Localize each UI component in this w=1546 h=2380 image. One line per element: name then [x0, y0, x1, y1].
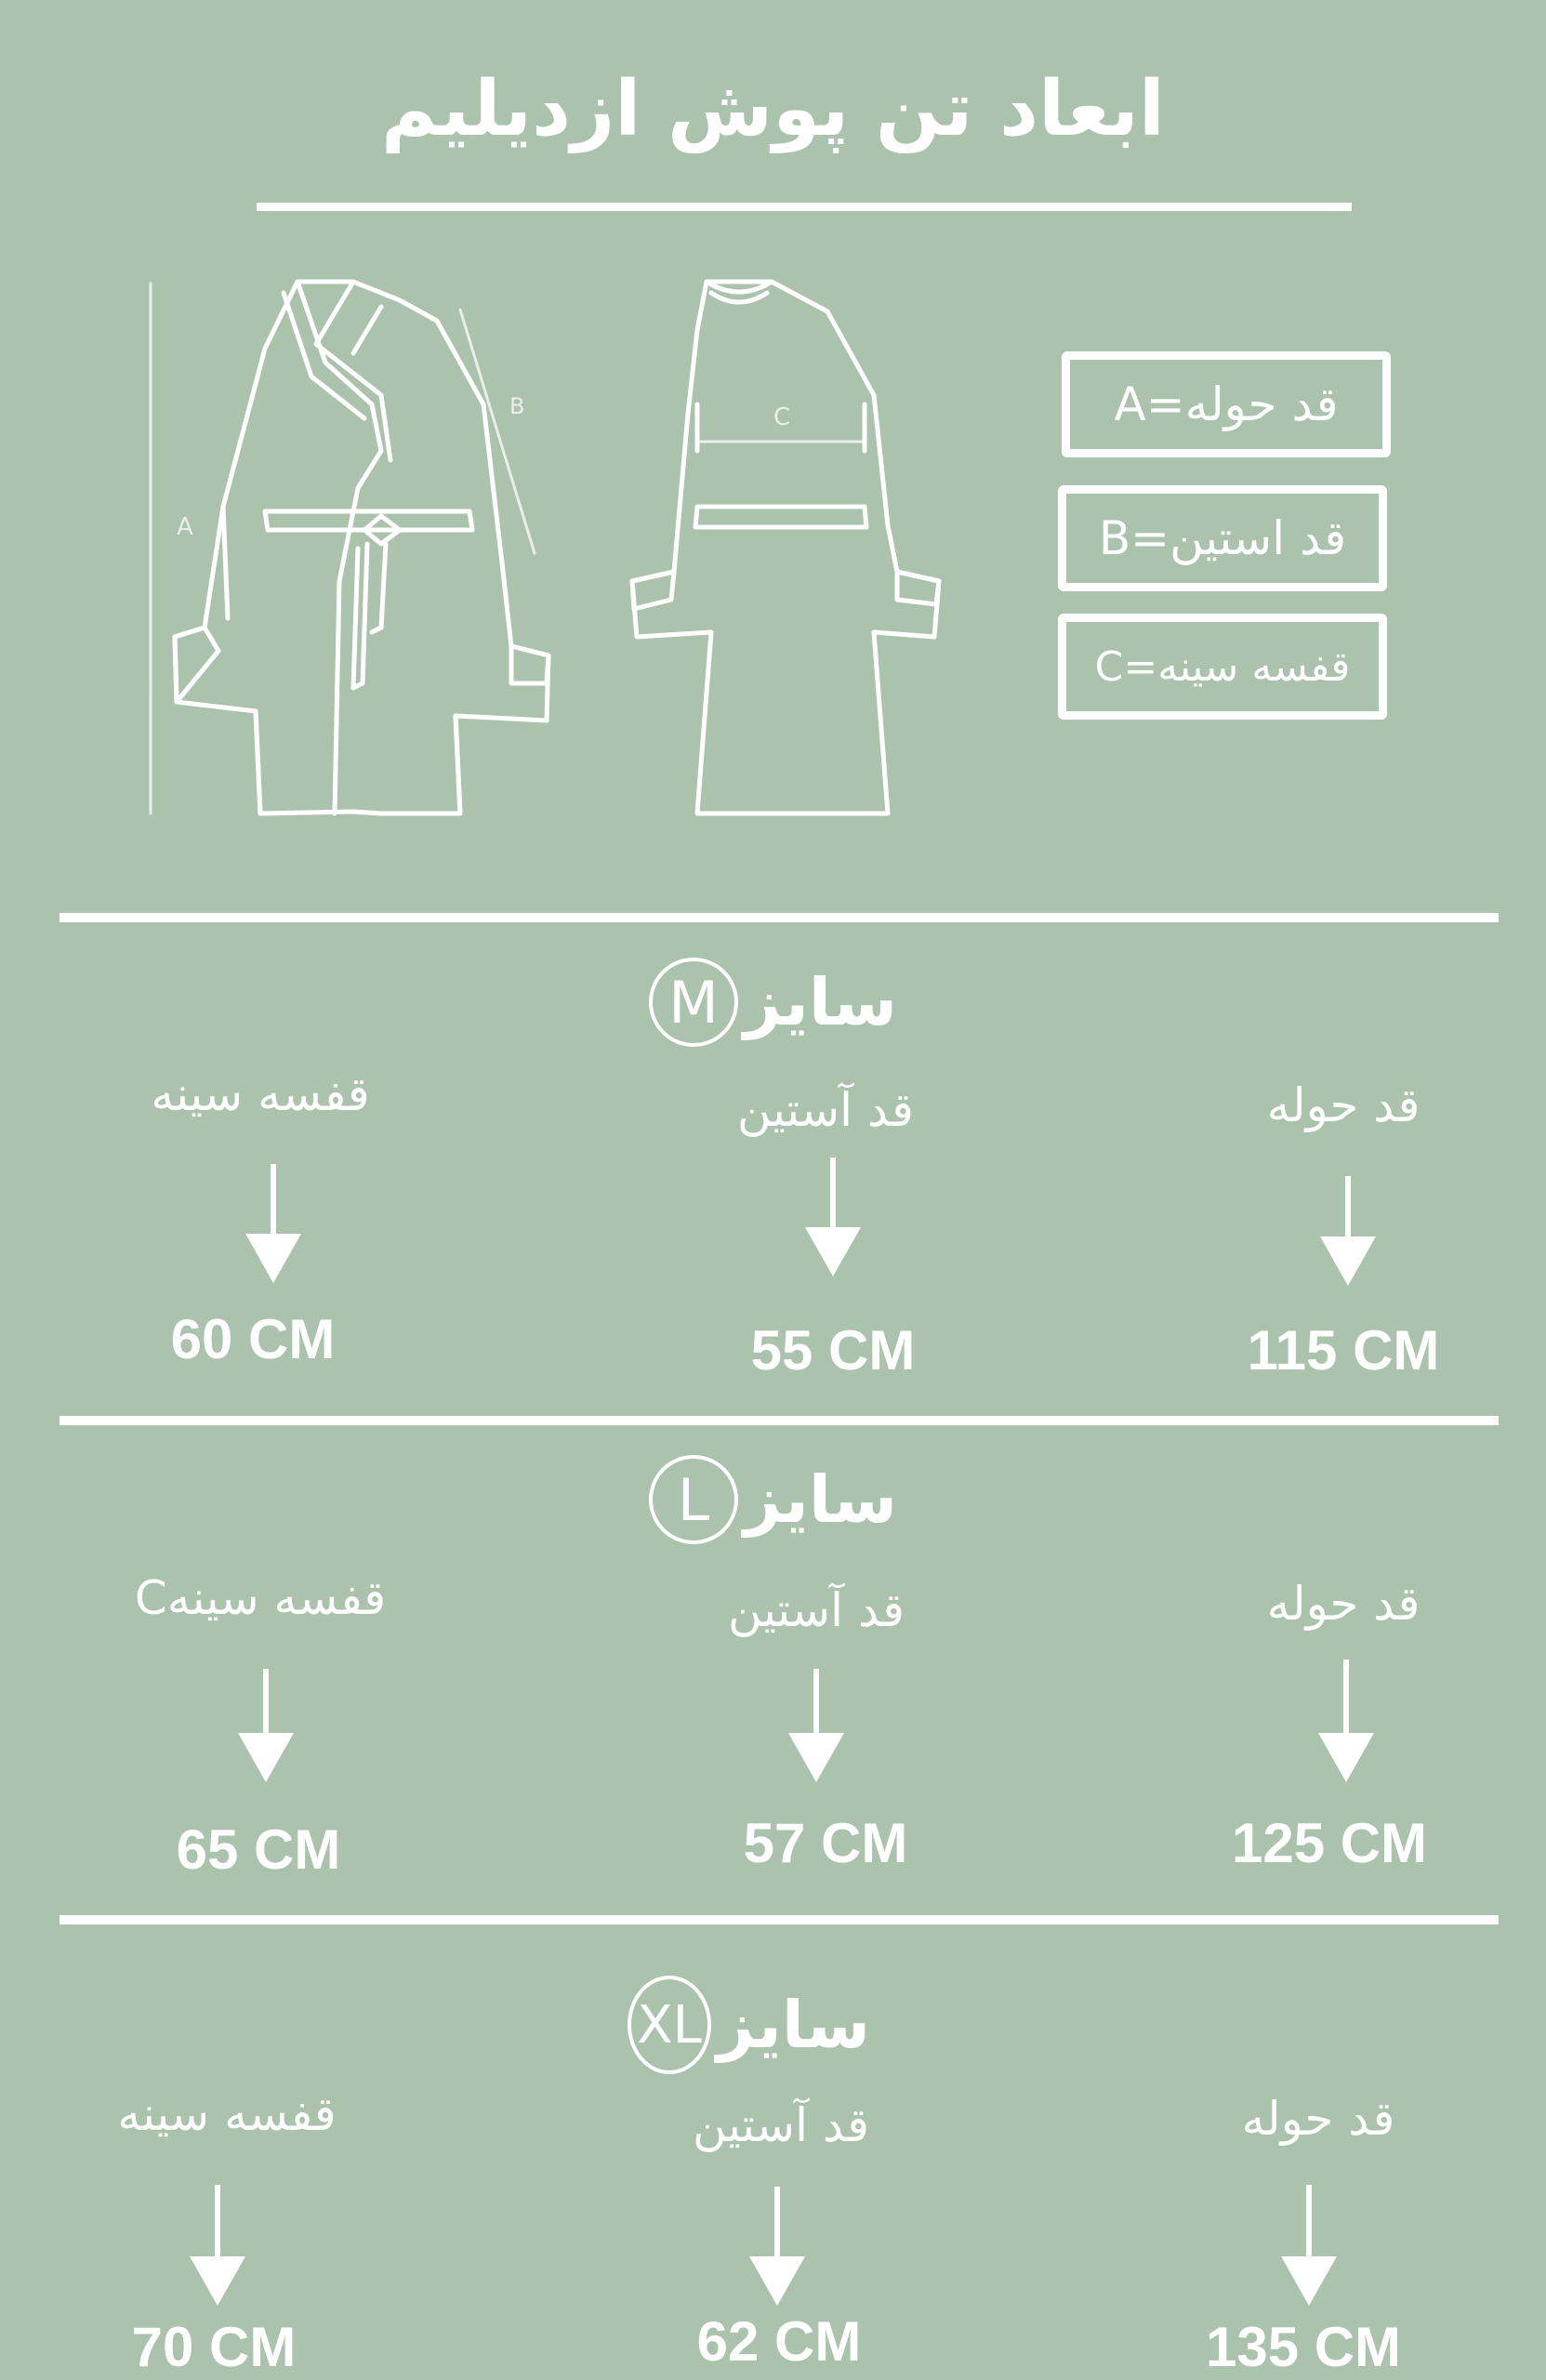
robe-back-icon	[632, 282, 939, 813]
size-heading-xl	[0, 1976, 1522, 2074]
letter-c-label: C	[773, 403, 791, 431]
size-letter-badge: L	[649, 1455, 738, 1544]
down-arrow-icon	[805, 1157, 861, 1280]
measure-value-chest: 70 CM	[131, 2316, 297, 2378]
legend-text-c: قفسه سینه=C	[1094, 642, 1351, 691]
measure-label-length: قد حوله	[1266, 1577, 1420, 1631]
legend-text-a: قد حوله=A	[1114, 377, 1339, 431]
measure-label-sleeve: قد آستین	[736, 1083, 915, 1137]
size-letter-badge: M	[649, 958, 738, 1047]
size-letter-badge: XL	[628, 1976, 711, 2074]
down-arrow-icon	[1281, 2185, 1337, 2309]
down-arrow-icon	[1320, 1176, 1376, 1288]
size-word: سایز	[717, 1987, 870, 2063]
section-divider-l	[59, 1416, 1499, 1425]
measure-value-length: 135 CM	[1205, 2316, 1402, 2378]
size-word: سایز	[744, 964, 897, 1040]
down-arrow-icon	[245, 1164, 301, 1287]
measure-value-chest: 60 CM	[170, 1308, 336, 1370]
size-heading-m	[0, 958, 1546, 1047]
measure-value-sleeve: 62 CM	[696, 2310, 862, 2373]
measure-label-length: قد حوله	[1266, 1078, 1420, 1132]
measure-value-length: 125 CM	[1231, 1812, 1428, 1874]
legend-box-b	[1058, 485, 1387, 591]
measure-label-chest: قفسه سینهC	[134, 1571, 387, 1625]
section-divider-m	[59, 913, 1499, 922]
measure-value-length: 115 CM	[1247, 1319, 1440, 1382]
page-title: ابعاد تن پوش ازدیلیم	[380, 65, 1166, 153]
legend-box-a	[1062, 351, 1391, 457]
letter-a-label: A	[177, 513, 193, 541]
legend-box-c	[1058, 614, 1387, 720]
measure-label-chest: قفسه سینه	[117, 2087, 337, 2141]
size-word: سایز	[744, 1461, 897, 1538]
down-arrow-icon	[238, 1669, 294, 1786]
legend-text-b: قد استین=B	[1098, 511, 1347, 565]
measure-label-chest: قفسه سینه	[151, 1067, 370, 1121]
down-arrow-icon	[190, 2185, 245, 2309]
size-heading-l	[0, 1455, 1546, 1544]
title-divider	[257, 203, 1352, 211]
down-arrow-icon	[1318, 1659, 1374, 1786]
measure-label-sleeve: قد آستین	[692, 2098, 870, 2152]
robe-front-icon	[175, 282, 548, 813]
measure-value-chest: 65 CM	[176, 1818, 341, 1881]
measure-label-length: قد حوله	[1241, 2092, 1395, 2146]
down-arrow-icon	[788, 1669, 844, 1786]
section-divider-xl	[59, 1915, 1499, 1924]
down-arrow-icon	[749, 2187, 805, 2309]
measure-value-sleeve: 57 CM	[743, 1812, 908, 1874]
robe-diagram	[102, 265, 976, 841]
measure-value-sleeve: 55 CM	[750, 1319, 916, 1382]
measure-label-sleeve: قد آستین	[727, 1583, 905, 1637]
letter-b-label: B	[509, 393, 525, 419]
